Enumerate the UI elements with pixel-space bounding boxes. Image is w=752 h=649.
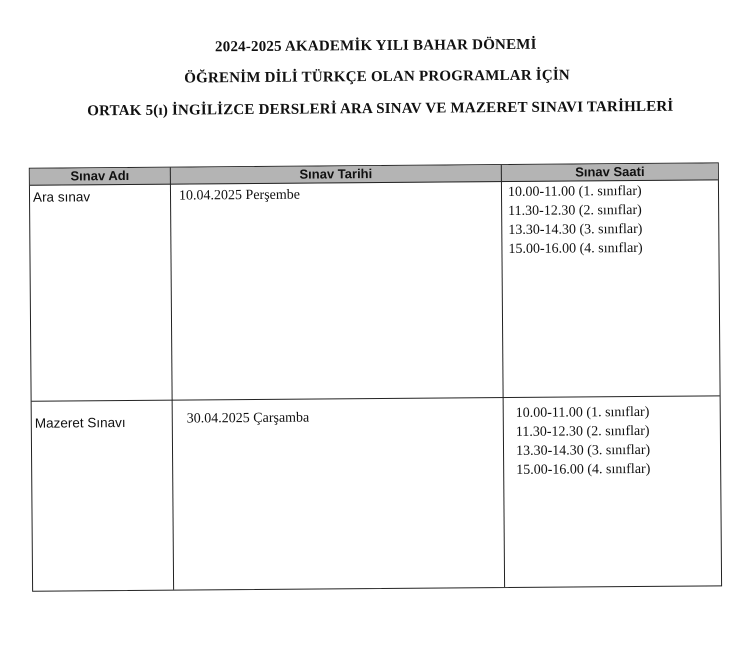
row-2-time-1: 10.00-11.00 (1. sınıflar) <box>515 404 650 421</box>
exam-schedule-table <box>29 162 722 591</box>
header-exam-date: Sınav Tarihi <box>299 166 373 182</box>
header-exam-time: Sınav Saati <box>575 163 645 180</box>
row-1-time-4: 15.00-16.00 (4. sınıflar) <box>508 240 643 257</box>
row-1-exam-date: 10.04.2025 Perşembe <box>178 187 301 204</box>
row-2-exam-date: 30.04.2025 Çarşamba <box>186 410 310 427</box>
row-divider <box>32 395 720 401</box>
row-2-exam-name: Mazeret Sınavı <box>34 415 126 431</box>
row-1-time-3: 13.30-14.30 (3. sınıflar) <box>508 221 643 238</box>
row-1-exam-name: Ara sınav <box>32 189 91 205</box>
row-2-time-2: 11.30-12.30 (2. sınıflar) <box>515 423 650 440</box>
document-title-line-2: ÖĞRENİM DİLİ TÜRKÇE OLAN PROGRAMLAR İÇİN <box>184 67 570 87</box>
row-2-exam-times <box>516 403 651 480</box>
row-1-time-1: 10.00-11.00 (1. sınıflar) <box>507 183 642 200</box>
header-exam-name: Sınav Adı <box>70 167 130 184</box>
document-title-line-1: 2024-2025 AKADEMİK YILI BAHAR DÖNEMİ <box>214 36 537 56</box>
row-1-time-2: 11.30-12.30 (2. sınıflar) <box>508 202 642 219</box>
row-2-time-3: 13.30-14.30 (3. sınıflar) <box>515 442 651 459</box>
column-divider-2 <box>501 165 505 587</box>
document-title-line-3: ORTAK 5(ı) İNGİLİZCE DERSLERİ ARA SINAV VE MAZERET SINAVI TARİHLERİ <box>87 98 674 120</box>
column-divider-1 <box>170 168 174 590</box>
row-2-time-4: 15.00-16.00 (4. sınıflar) <box>516 461 651 478</box>
row-1-exam-times <box>508 182 643 259</box>
